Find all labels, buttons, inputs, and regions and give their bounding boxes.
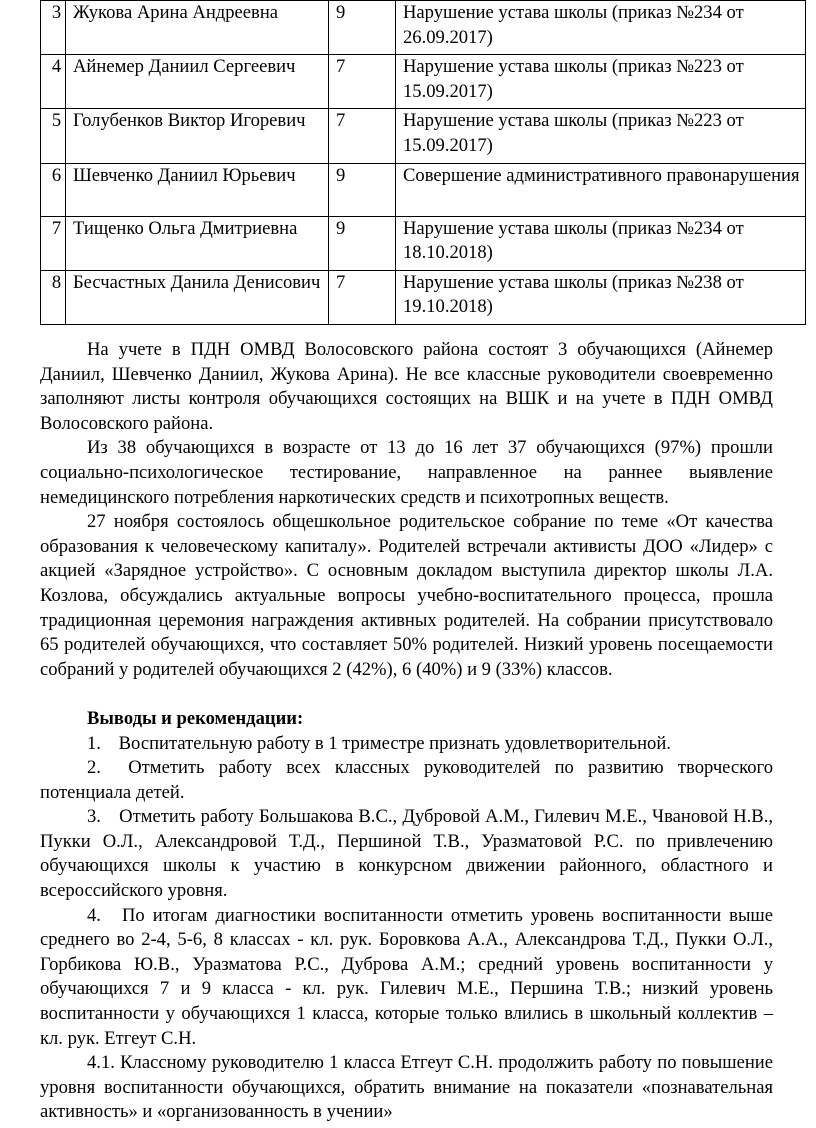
violation-reason: Нарушение устава школы (приказ №223 от 15.09.2017) [396, 109, 806, 163]
student-grade: 9 [329, 1, 396, 55]
row-number: 5 [41, 109, 66, 163]
paragraph-pdn-registration: На учете в ПДН ОМВД Волосовского района состоят 3 обучающихся (Айнемер Даниил, Шевченко Даниил, Жукова Арина). Не все классные руководители своевременно заполняют листы контроля обучающихся состоящих на ВШК и на учете в ПДН ОМВД Волосовского района. [40, 339, 773, 434]
conclusion-text: Отметить работу всех классных руководителей по развитию творческого потенциала детей. [40, 757, 773, 803]
conclusion-number: 3. [87, 806, 101, 828]
conclusion-item [40, 904, 773, 1052]
conclusion-number: 4. [87, 904, 101, 926]
conclusion-number: 1. [87, 732, 101, 754]
paragraph-parent-meeting: 27 ноября состоялось общешкольное родительское собрание по теме «От качества образования к человеческому капиталу». Родителей встречали активисты ДОО «Лидер» с акцией «Зарядное устройство». С основным докладом выступила директор школы Л.А. Козлова, обсуждались актуальные вопросы учебно-воспитательного процесса, прошла традиционная церемония награждения активных родителей. На собрании присутствовало 65 родителей обучающихся, что составляет 50% родителей. Низкий уровень посещаемости собраний у родителей обучающихся 2 (42%), 6 (40%) и 9 (33%) классов. [40, 511, 773, 680]
conclusion-item [40, 732, 773, 757]
report-body [40, 338, 773, 1125]
student-grade: 9 [329, 216, 396, 270]
violation-reason: Нарушение устава школы (приказ №223 от 15.09.2017) [396, 55, 806, 109]
conclusion-text: По итогам диагностики воспитанности отметить уровень воспитанности выше среднего во 2-4, 5-6, 8 классах - кл. рук. Боровкова А.А., Александрова Т.Д., Пукки О.Л., Горбикова Ю.В., Уразматова Р.С., Дуброва А.М.; средний уровень воспитанности у обучающихся 7 и 9 класса - кл. рук. Гилевич М.Е., Першина Т.В.; низкий уровень воспитанности у обучающихся 1 класса, которые только влились в школьный коллектив – кл. рук. Етгеут С.Н. [40, 904, 774, 1049]
table-row [41, 163, 806, 216]
conclusion-number: 4.1. [87, 1052, 115, 1074]
student-name: Тищенко Ольга Дмитриевна [66, 216, 329, 270]
violation-reason: Нарушение устава школы (приказ №234 от 26.09.2017) [396, 1, 806, 55]
conclusion-text: Воспитательную работу в 1 триместре признать удовлетворительной. [118, 732, 671, 754]
student-name: Шевченко Даниил Юрьевич [66, 163, 329, 216]
violation-reason: Нарушение устава школы (приказ №234 от 18.10.2018) [396, 216, 806, 270]
conclusion-number: 2. [87, 757, 101, 779]
row-number: 8 [41, 270, 66, 324]
student-grade: 7 [329, 55, 396, 109]
row-number: 3 [41, 1, 66, 55]
paragraph-testing: Из 38 обучающихся в возрасте от 13 до 16 лет 37 обучающихся (97%) прошли социально-психологическое тестирование, направленное на раннее выявление немедицинского потребления наркотических средств и психотропных веществ. [40, 437, 773, 508]
row-number: 7 [41, 216, 66, 270]
student-name: Голубенков Виктор Игоревич [66, 109, 329, 163]
student-name: Жукова Арина Андреевна [66, 1, 329, 55]
conclusions-heading: Выводы и рекомендации: [87, 707, 304, 729]
conclusion-item [40, 805, 773, 903]
student-grade: 9 [329, 163, 396, 216]
violation-reason: Совершение административного правонарушения [396, 163, 806, 216]
row-number: 6 [41, 163, 66, 216]
conclusion-item [40, 1051, 773, 1125]
table-row [41, 216, 806, 270]
student-name: Бесчастных Данила Денисович [66, 270, 329, 324]
row-number: 4 [41, 55, 66, 109]
conclusion-item [40, 756, 773, 805]
table-row [41, 1, 806, 55]
table-row [41, 55, 806, 109]
conclusion-text: Отметить работу Большакова В.С., Дубровой А.М., Гилевич М.Е., Чвановой Н.В., Пукки О.Л., Александровой Т.Д., Першиной Т.В., Уразматовой Р.С. по привлечению обучающихся школы к участию в конкурсном движении районного, областного и всероссийского уровня. [40, 806, 773, 902]
student-grade: 7 [329, 109, 396, 163]
student-grade: 7 [329, 270, 396, 324]
table-row [41, 270, 806, 324]
student-name: Айнемер Даниил Сергеевич [66, 55, 329, 109]
students-table [40, 0, 806, 325]
table-row [41, 109, 806, 163]
conclusion-text: Классному руководителю 1 класса Етгеут С.Н. продолжить работу по повышение уровня воспитанности обучающихся, обратить внимание на показатели «познавательная активность» и «организованность в учении» [40, 1052, 773, 1123]
violation-reason: Нарушение устава школы (приказ №238 от 19.10.2018) [396, 270, 806, 324]
spacer [40, 682, 773, 707]
